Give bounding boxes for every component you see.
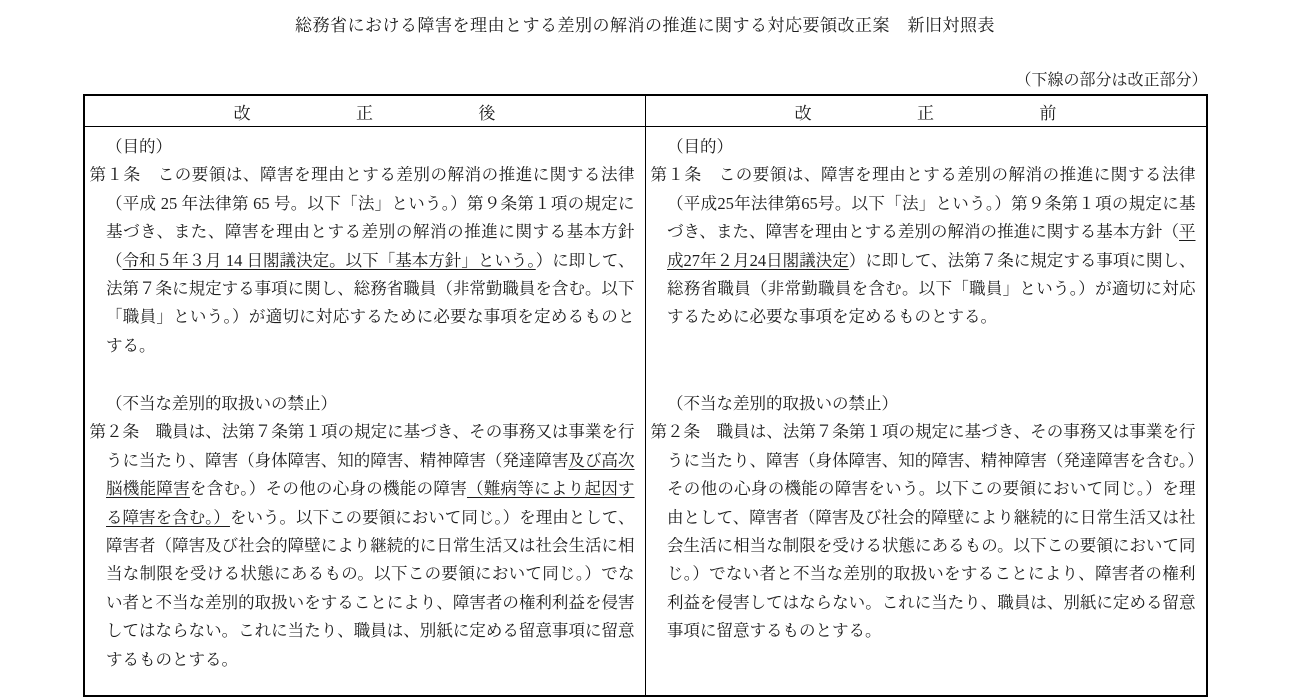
- document-content: [83, 67, 1208, 697]
- article-paragraph: [651, 161, 1196, 331]
- paragraph-text: （不当な差別的取扱いの禁止）: [106, 394, 337, 413]
- comparison-table: [83, 94, 1208, 697]
- article-paragraph: [651, 418, 1196, 645]
- revision-note: （下線の部分は改正部分）: [1015, 72, 1208, 89]
- paragraph-text: 第２条 職員は、法第７条第１項の規定に基づき、その事務又は事業を行うに当たり、障害（身体障害、知的障害、精神障害（発達障害を含む。）その他の心身の機能の障害をいう。以下この要領において同じ。）を理由として、障害者（障害及び社会的障壁により継続的に日常生活又は社会生活に相当な制限を受ける状態にあるもの。以下この要領において同じ。）でない者と不当な差別的取扱いをすることにより、障害者の権利利益を侵害してはならない。これに当たり、職員は、別紙に定める留意事項に留意するものとする。: [650, 422, 1196, 641]
- article-section: [651, 390, 1196, 646]
- article-section: [90, 133, 635, 390]
- underlined-revision-text: 令和５年３月 14 日閣議決定。以下「基本方針」という。: [122, 250, 536, 270]
- paragraph-text: ）に即して、法第７条に規定する事項に関し、総務省職員（非常勤職員を含む。以下「職員」という。）が適切に対応するために必要な事項を定めるものとする。: [106, 250, 635, 355]
- section-heading: [90, 133, 635, 161]
- section-heading: [90, 390, 635, 418]
- paragraph-text: をいう。以下この要領において同じ。）を理由として、障害者（障害及び社会的障壁により継続的に日常生活又は社会生活に相当な制限を受ける状態にあるもの。以下この要領において同じ。）でない者と不当な差別的取扱いをすることにより、障害者の権利利益を侵害してはならない。これに当たり、職員は、別紙に定める留意事項に留意するものとする。: [106, 507, 635, 669]
- page-title: 総務省における障害を理由とする差別の解消の推進に関する対応要領改正案 新旧対照表: [295, 16, 995, 35]
- article-section: [651, 133, 1196, 390]
- after-column-cell: [84, 127, 646, 697]
- underlined-revision-text: 平成27年２月24日閣議決定: [667, 222, 1196, 270]
- section-heading: [651, 390, 1196, 418]
- article-paragraph: [90, 161, 635, 360]
- column-header-after: 改 正 後: [84, 95, 646, 127]
- paragraph-text: 第１条 この要領は、障害を理由とする差別の解消の推進に関する法律（平成25年法律第65号。以下「法」という。）第９条第１項の規定に基づき、また、障害を理由とする差別の解消の推進に関する基本方針（: [650, 165, 1196, 242]
- section-heading: [651, 133, 1196, 161]
- table-body-row: [84, 127, 1207, 697]
- table-header-row: [84, 95, 1207, 127]
- paragraph-text: （不当な差別的取扱いの禁止）: [667, 394, 898, 413]
- paragraph-text: 第２条 職員は、法第７条第１項の規定に基づき、その事務又は事業を行うに当たり、障害（身体障害、知的障害、精神障害（発達障害: [89, 422, 635, 470]
- paragraph-text: （目的）: [106, 137, 172, 156]
- paragraph-text: 第１条 この要領は、障害を理由とする差別の解消の推進に関する法律（平成 25 年法律第 65 号。以下「法」という。）第９条第１項の規定に基づき、また、障害を理由とする差別の解消の推進に関する基本方針（: [89, 165, 635, 270]
- column-header-before: 改 正 前: [645, 95, 1207, 127]
- paragraph-text: ）に即して、法第７条に規定する事項に関し、総務省職員（非常勤職員を含む。以下「職員」という。）が適切に対応するために必要な事項を定めるものとする。: [667, 250, 1196, 327]
- underlined-revision-text: （難病等により起因する障害を含む。）: [106, 479, 635, 527]
- paragraph-text: を含む。）その他の心身の機能の障害: [189, 479, 467, 499]
- paragraph-text: （目的）: [667, 137, 733, 156]
- underlined-revision-text: 及び高次脳機能障害: [106, 450, 635, 499]
- article-section: [90, 390, 635, 674]
- article-paragraph: [90, 418, 635, 674]
- before-column-cell: [645, 127, 1207, 697]
